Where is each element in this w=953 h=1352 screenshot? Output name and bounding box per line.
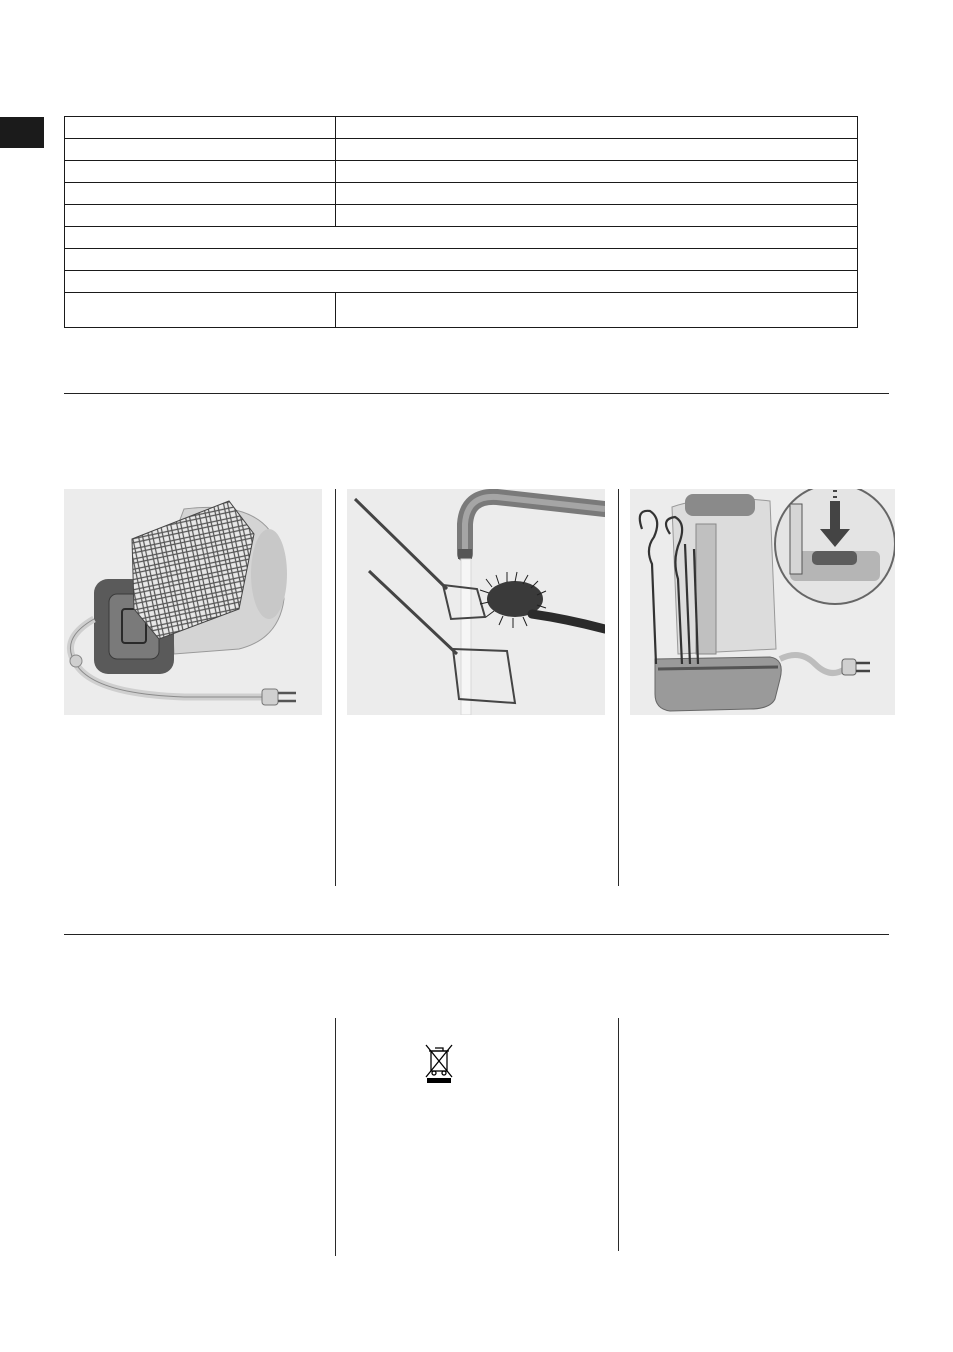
column-divider: [618, 1018, 619, 1251]
table-row: [65, 183, 858, 205]
spec-value: [336, 117, 858, 139]
specifications-table: [64, 116, 858, 328]
table-row: [65, 249, 858, 271]
column-divider: [335, 1018, 336, 1256]
illustration-rinse-beaters: [347, 489, 605, 715]
spec-label: [65, 293, 336, 328]
spec-label: [65, 183, 336, 205]
column-divider: [335, 489, 336, 886]
spec-value: [336, 293, 858, 328]
table-row: [65, 227, 858, 249]
spec-value: [336, 139, 858, 161]
table-row: [65, 205, 858, 227]
column-divider: [618, 489, 619, 886]
spec-label: [65, 205, 336, 227]
section-divider-care: [64, 393, 889, 394]
spec-value: [336, 161, 858, 183]
spec-label: [65, 117, 336, 139]
illustration-wipe-mixer: [64, 489, 322, 715]
spec-value: [336, 205, 858, 227]
illustration-stand-eject: [630, 489, 895, 715]
spec-full-row: [65, 227, 858, 249]
spec-value: [336, 183, 858, 205]
table-row: [65, 293, 858, 328]
language-tab-marker: [0, 117, 44, 148]
table-row: [65, 271, 858, 293]
spec-full-row: [65, 271, 858, 293]
spec-label: [65, 161, 336, 183]
crossed-out-wheelie-bin-icon: [424, 1042, 454, 1084]
table-row: [65, 161, 858, 183]
table-row: [65, 117, 858, 139]
section-divider-disposal: [64, 934, 889, 935]
spec-full-row: [65, 249, 858, 271]
spec-label: [65, 139, 336, 161]
table-row: [65, 139, 858, 161]
